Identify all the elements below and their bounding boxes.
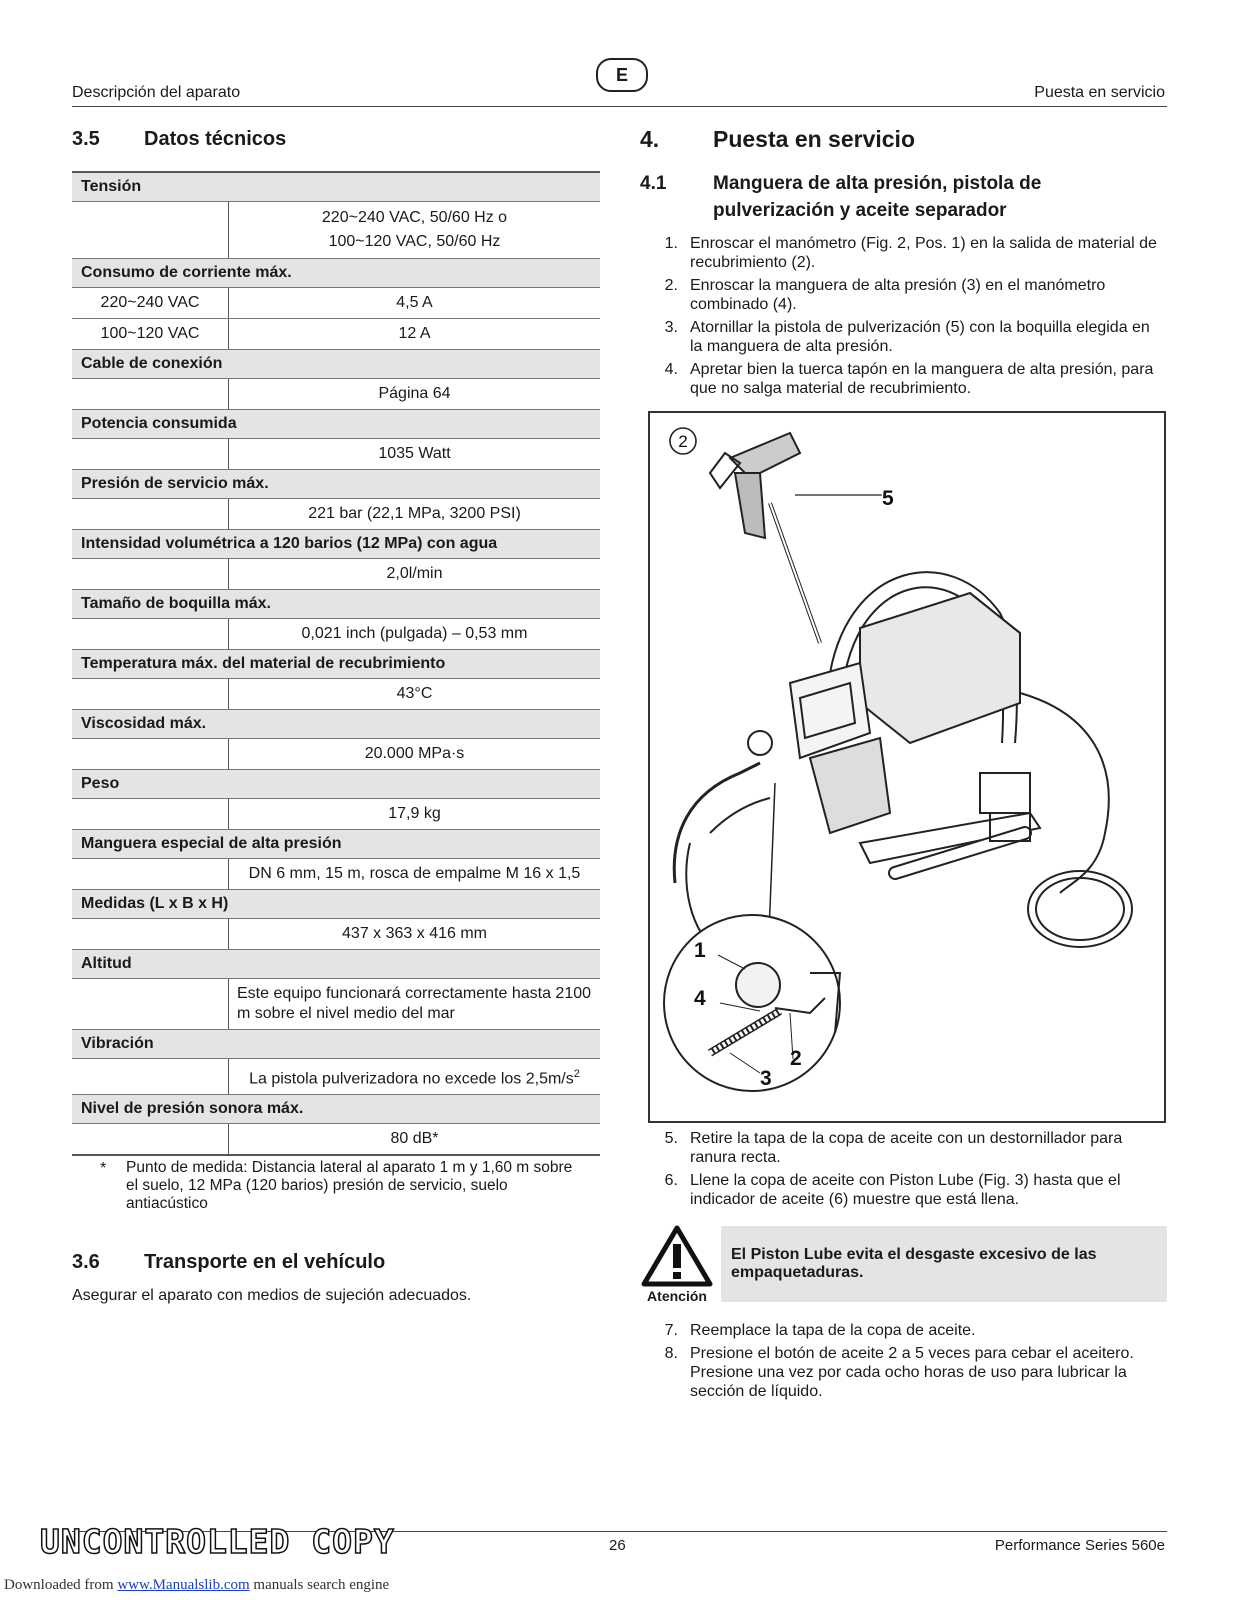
spec-label: Altitud <box>72 950 600 979</box>
list-item: 8. Presione el botón de aceite 2 a 5 veces para cebar el aceitero. Presione una vez por cada ocho horas de uso para lubricar la sección de líquido. <box>664 1345 1134 1400</box>
steps-list-b <box>640 1129 1165 1213</box>
list-item: 2. Enroscar la manguera de alta presión (3) en el manómetro combinado (4). <box>664 277 1106 313</box>
warning-text: El Piston Lube evita el desgaste excesivo de las empaquetaduras. <box>731 1246 1097 1281</box>
download-suffix: manuals search engine <box>253 1577 390 1593</box>
download-note <box>4 1577 389 1594</box>
spec-sub-label: 100~120 VAC <box>72 319 229 349</box>
spec-row <box>72 202 600 259</box>
list-item: 5. Retire la tapa de la copa de aceite con un destornillador para ranura recta. <box>664 1130 1123 1166</box>
list-item: 3. Atornillar la pistola de pulverización (5) con la boquilla elegida en la manguera de alta presión. <box>664 319 1150 355</box>
spec-label: Tamaño de boquilla máx. <box>72 590 600 619</box>
callout-4: 4 <box>694 987 706 1010</box>
spec-value: 4,5 A <box>396 294 433 311</box>
list-item: 1. Enroscar el manómetro (Fig. 2, Pos. 1) en la salida de material de recubrimiento (2). <box>664 235 1157 271</box>
spec-value: 437 x 363 x 416 mm <box>342 925 487 942</box>
figure-2 <box>648 411 1166 1123</box>
spec-value: 80 dB* <box>390 1130 439 1148</box>
spec-value: 12 A <box>398 325 431 342</box>
callout-5: 5 <box>882 487 894 510</box>
steps-list-a <box>640 234 1165 402</box>
sprayer-illustration <box>650 413 1164 1121</box>
spec-label: Peso <box>72 770 600 799</box>
spec-value: 20.000 MPa·s <box>364 745 465 762</box>
footnote-mark: * <box>100 1160 107 1177</box>
spec-value: 43°C <box>396 685 433 702</box>
spec-value: 221 bar (22,1 MPa, 3200 PSI) <box>308 505 521 522</box>
spec-label: Nivel de presión sonora máx. <box>72 1095 600 1124</box>
page-number: 26 <box>609 1537 626 1554</box>
spec-label: Presión de servicio máx. <box>72 470 600 499</box>
spec-label: Viscosidad máx. <box>72 710 600 739</box>
section-3-6-heading: 3.6 Transporte en el vehículo <box>72 1251 386 1273</box>
spec-label: Vibración <box>72 1030 600 1059</box>
section-4-1-heading: 4.1 Manguera de alta presión, pistola de pulverización y aceite separador <box>640 173 1042 221</box>
manualslib-link[interactable]: www.Manualslib.com <box>117 1577 250 1593</box>
spec-value: La pistola pulverizadora no excede los 2,5m/s <box>249 1070 574 1088</box>
spec-value: 0,021 inch (pulgada) – 0,53 mm <box>301 625 528 642</box>
spec-value: 17,9 kg <box>388 805 441 822</box>
spec-label: Temperatura máx. del material de recubrimiento <box>72 650 600 679</box>
warning-triangle-icon <box>640 1224 714 1288</box>
footnote-text: Punto de medida: Distancia lateral al aparato 1 m y 1,60 m sobre el suelo, 12 MPa (120 barios) presión de servicio, suelo antiacústico <box>126 1159 573 1212</box>
header-right: Puesta en servicio <box>1034 84 1165 101</box>
header-rule <box>72 106 1167 107</box>
warning-label: Atención <box>647 1288 707 1304</box>
spec-label: Intensidad volumétrica a 120 barios (12 MPa) con agua <box>72 530 600 559</box>
spec-label: Cable de conexión <box>72 350 600 379</box>
spec-value: 1035 Watt <box>378 445 451 462</box>
spec-value: 100~120 VAC, 50/60 Hz <box>328 233 501 250</box>
spec-label: Consumo de corriente máx. <box>72 259 600 288</box>
spec-value: Página 64 <box>378 385 451 402</box>
warning-box <box>721 1226 1167 1302</box>
callout-2: 2 <box>790 1047 802 1070</box>
callout-1: 1 <box>694 939 706 962</box>
list-item: 7. Reemplace la tapa de la copa de aceite. <box>664 1322 976 1339</box>
spec-value: 2,0l/min <box>386 565 443 582</box>
spec-sub-label: 220~240 VAC <box>72 288 229 318</box>
list-item: 4. Apretar bien la tuerca tapón en la manguera de alta presión, para que no salga material de recubrimiento. <box>664 361 1154 397</box>
spec-label: Manguera especial de alta presión <box>72 830 600 859</box>
section-3-5-heading: 3.5 Datos técnicos <box>72 128 287 150</box>
download-prefix: Downloaded from <box>4 1577 114 1593</box>
spec-row <box>72 288 600 319</box>
spec-table <box>72 171 600 1156</box>
header-left: Descripción del aparato <box>72 84 241 101</box>
spec-row <box>72 319 600 350</box>
spec-value: Este equipo funcionará correctamente hasta 2100 m sobre el nivel medio del mar <box>237 985 592 1022</box>
spec-label: Potencia consumida <box>72 410 600 439</box>
callout-3: 3 <box>760 1067 772 1090</box>
uncontrolled-copy-stamp: UNCONTROLLED COPY <box>40 1522 395 1561</box>
list-item: 6. Llene la copa de aceite con Piston Lube (Fig. 3) hasta que el indicador de aceite (6) muestre que está llena. <box>664 1172 1121 1208</box>
figure-number-label: 2 <box>678 432 688 451</box>
spec-value: 220~240 VAC, 50/60 Hz o <box>321 209 508 226</box>
superscript: 2 <box>573 1068 580 1080</box>
product-name: Performance Series 560e <box>994 1537 1165 1554</box>
language-badge: E <box>596 58 648 92</box>
section-4-heading: 4. Puesta en servicio <box>640 126 915 152</box>
spec-value: DN 6 mm, 15 m, rosca de empalme M 16 x 1,5 <box>248 865 581 882</box>
spec-label: Tensión <box>72 173 600 202</box>
steps-list-c <box>640 1321 1165 1405</box>
spec-label: Medidas (L x B x H) <box>72 890 600 919</box>
section-3-6-text: Asegurar el aparato con medios de sujeción adecuados. <box>72 1287 472 1304</box>
